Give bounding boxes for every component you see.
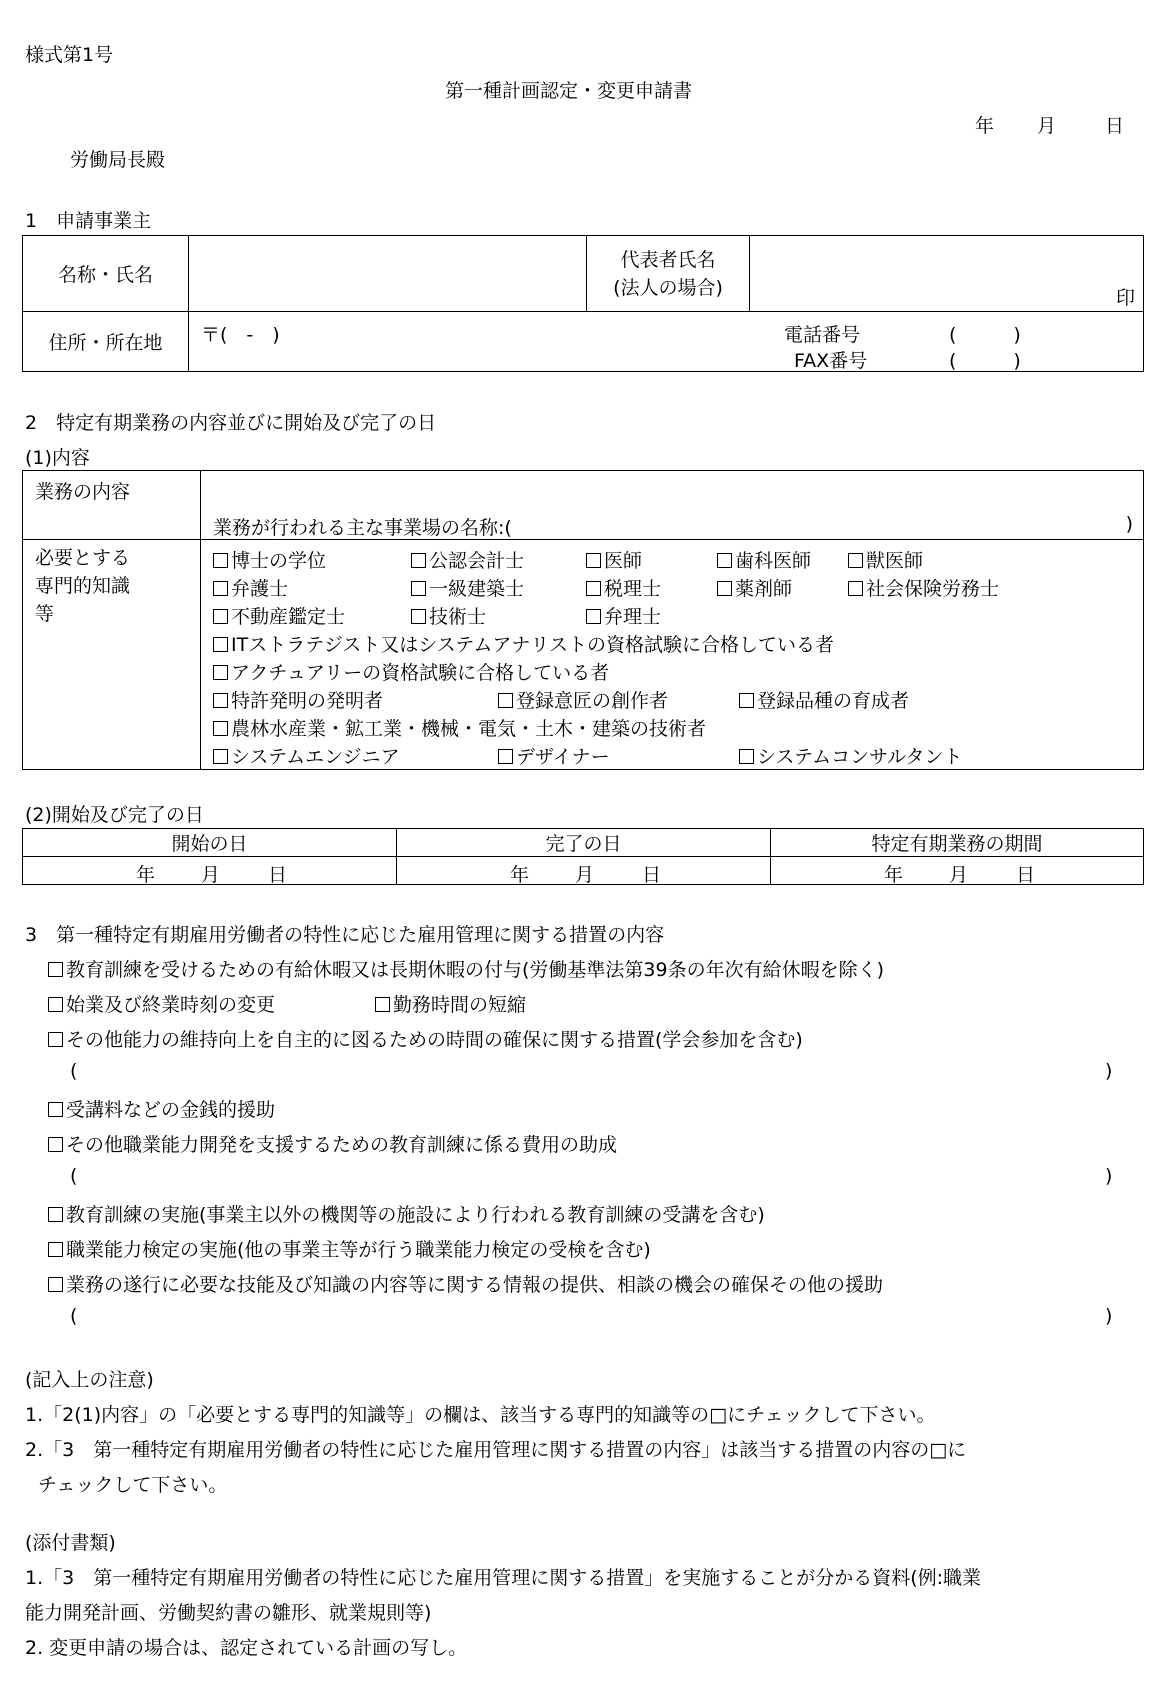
opt-labor-consultant[interactable]: 社会保険労務士 <box>848 574 999 601</box>
attachments-heading: (添付書類) <box>25 1532 116 1554</box>
checkbox[interactable] <box>48 1032 63 1047</box>
checkbox[interactable] <box>213 693 228 708</box>
seal-mark: 印 <box>1115 287 1135 309</box>
checkbox[interactable] <box>213 553 228 568</box>
work-label: 業務の内容 <box>35 481 131 503</box>
form-number: 様式第1号 <box>25 44 114 66</box>
checkbox[interactable] <box>498 749 513 764</box>
section1-heading: 1 申請事業主 <box>25 210 152 232</box>
date-day: 日 <box>1105 115 1125 137</box>
opt-appraiser[interactable]: 不動産鑑定士 <box>213 602 345 629</box>
note-1: 1.「2(1)内容」の「必要とする専門的知識等」の欄は、該当する専門的知識等の□にチェックして下さい。 <box>25 1404 936 1426</box>
checkbox[interactable] <box>48 962 63 977</box>
paren-close-1: ) <box>1105 1060 1113 1082</box>
checkbox[interactable] <box>48 1137 63 1152</box>
measure-time-change[interactable]: 始業及び終業時刻の変更 <box>48 990 275 1017</box>
checkbox[interactable] <box>717 581 732 596</box>
opt-veterinarian[interactable]: 獣医師 <box>848 546 923 573</box>
notes-heading: (記入上の注意) <box>25 1369 154 1391</box>
opt-lawyer[interactable]: 弁護士 <box>213 574 288 601</box>
checkbox[interactable] <box>411 609 426 624</box>
knowledge-label-3: 等 <box>35 603 55 625</box>
col-end: 完了の日 <box>397 829 771 857</box>
opt-patent-inventor[interactable]: 特許発明の発明者 <box>213 686 383 713</box>
period-table <box>22 828 1144 885</box>
checkbox[interactable] <box>586 553 601 568</box>
knowledge-label-cell <box>23 540 201 770</box>
opt-patent-attorney[interactable]: 弁理士 <box>586 602 661 629</box>
measure-paid-leave[interactable]: 教育訓練を受けるための有給休暇又は長期休暇の付与(労働基準法第39条の年次有給休暇を除く) <box>48 955 884 982</box>
checkbox[interactable] <box>213 581 228 596</box>
checkbox[interactable] <box>739 749 754 764</box>
date-month: 月 <box>1037 115 1057 137</box>
page-title: 第一種計画認定・変更申請書 <box>445 80 693 102</box>
opt-doctorate[interactable]: 博士の学位 <box>213 546 326 573</box>
checkbox[interactable] <box>848 553 863 568</box>
phone-input[interactable]: ( ) <box>949 324 1021 346</box>
checkbox[interactable] <box>739 693 754 708</box>
address-label: 住所・所在地 <box>48 332 163 354</box>
applicant-table <box>22 235 1144 372</box>
opt-it-strategist[interactable]: ITストラテジスト又はシステムアナリストの資格試験に合格している者 <box>213 630 834 657</box>
measure-tuition-aid[interactable]: 受講料などの金銭的援助 <box>48 1095 275 1122</box>
opt-system-consultant[interactable]: システムコンサルタント <box>739 742 962 769</box>
checkbox[interactable] <box>213 721 228 736</box>
checkbox[interactable] <box>213 609 228 624</box>
checkbox[interactable] <box>411 581 426 596</box>
attachment-2: 2. 変更申請の場合は、認定されている計画の写し。 <box>25 1637 468 1659</box>
opt-technician[interactable]: 農林水産業・鉱工業・機械・電気・土木・建築の技術者 <box>213 714 706 741</box>
rep-label-2: (法人の場合) <box>613 276 723 299</box>
opt-designer[interactable]: デザイナー <box>498 742 610 769</box>
measure-info-support[interactable]: 業務の遂行に必要な技能及び知識の内容等に関する情報の提供、相談の機会の確保その他の援助 <box>48 1270 883 1297</box>
name-label: 名称・氏名 <box>57 264 153 286</box>
paren-open-2: ( <box>70 1165 78 1187</box>
opt-dentist[interactable]: 歯科医師 <box>717 546 811 573</box>
section2-sub2: (2)開始及び完了の日 <box>25 804 204 826</box>
col-start: 開始の日 <box>23 829 397 857</box>
site-label: 業務が行われる主な事業場の名称:( <box>213 517 512 539</box>
checkbox[interactable] <box>848 581 863 596</box>
rep-name-input[interactable] <box>750 236 1144 312</box>
addressee: 労働局長殿 <box>70 149 166 171</box>
opt-variety-breeder[interactable]: 登録品種の育成者 <box>739 686 909 713</box>
measure-skill-test[interactable]: 職業能力検定の実施(他の事業主等が行う職業能力検定の受検を含む) <box>48 1235 651 1262</box>
section3-heading: 3 第一種特定有期雇用労働者の特性に応じた雇用管理に関する措置の内容 <box>25 924 665 946</box>
paren-close-3: ) <box>1105 1305 1113 1327</box>
section2-heading: 2 特定有期業務の内容並びに開始及び完了の日 <box>25 412 437 434</box>
paren-close-2: ) <box>1105 1165 1113 1187</box>
attachment-1b: 能力開発計画、労働契約書の雛形、就業規則等) <box>25 1602 432 1624</box>
period-input[interactable]: 年 月 日 <box>771 857 1144 885</box>
checkbox[interactable] <box>48 1242 63 1257</box>
checkbox[interactable] <box>586 609 601 624</box>
checkbox[interactable] <box>48 997 63 1012</box>
measure-training-subsidy[interactable]: その他職業能力開発を支援するための教育訓練に係る費用の助成 <box>48 1130 617 1157</box>
opt-tax-accountant[interactable]: 税理士 <box>586 574 661 601</box>
checkbox[interactable] <box>717 553 732 568</box>
phone-label: 電話番号 <box>784 324 861 346</box>
site-close: ) <box>1125 513 1133 535</box>
work-label-cell <box>23 471 201 540</box>
address-label-cell <box>23 312 189 372</box>
fax-input[interactable]: ( ) <box>949 350 1021 372</box>
checkbox[interactable] <box>586 581 601 596</box>
measure-self-development[interactable]: その他能力の維持向上を自主的に図るための時間の確保に関する措置(学会参加を含む) <box>48 1025 803 1052</box>
checkbox[interactable] <box>411 553 426 568</box>
opt-architect[interactable]: 一級建築士 <box>411 574 524 601</box>
checkbox[interactable] <box>48 1277 63 1292</box>
knowledge-label-1: 必要とする <box>35 547 131 569</box>
paren-open-3: ( <box>70 1305 78 1327</box>
checkbox[interactable] <box>48 1207 63 1222</box>
knowledge-label-2: 専門的知識 <box>35 575 131 597</box>
date-year: 年 <box>975 115 995 137</box>
note-2a: 2.「3 第一種特定有期雇用労働者の特性に応じた雇用管理に関する措置の内容」は該当する措置の内容の□に <box>25 1439 967 1461</box>
section2-sub1: (1)内容 <box>25 447 90 469</box>
opt-system-engineer[interactable]: システムエンジニア <box>213 742 400 769</box>
name-label-cell <box>23 236 189 312</box>
checkbox[interactable] <box>213 665 228 680</box>
checkbox[interactable] <box>498 693 513 708</box>
work-input[interactable] <box>201 471 1144 540</box>
checkbox[interactable] <box>213 637 228 652</box>
measure-shorter-hours[interactable]: 勤務時間の短縮 <box>375 990 526 1017</box>
fax-label: FAX番号 <box>794 350 868 372</box>
measure-training[interactable]: 教育訓練の実施(事業主以外の機関等の施設により行われる教育訓練の受講を含む) <box>48 1200 765 1227</box>
opt-engineer[interactable]: 技術士 <box>411 602 486 629</box>
content-table <box>22 470 1144 770</box>
knowledge-options <box>201 540 1144 770</box>
address-input[interactable] <box>189 312 1144 372</box>
col-period: 特定有期業務の期間 <box>771 829 1144 857</box>
opt-actuary[interactable]: アクチュアリーの資格試験に合格している者 <box>213 658 609 685</box>
paren-open-1: ( <box>70 1060 78 1082</box>
start-date-input[interactable]: 年 月 日 <box>23 857 397 885</box>
rep-label-1: 代表者氏名 <box>620 248 716 271</box>
opt-physician[interactable]: 医師 <box>586 546 642 573</box>
rep-label-cell <box>587 236 750 312</box>
attachment-1a: 1.「3 第一種特定有期雇用労働者の特性に応じた雇用管理に関する措置」を実施することが分かる資料(例:職業 <box>25 1567 982 1589</box>
opt-pharmacist[interactable]: 薬剤師 <box>717 574 792 601</box>
checkbox[interactable] <box>375 997 390 1012</box>
name-input[interactable] <box>189 236 587 312</box>
checkbox[interactable] <box>48 1102 63 1117</box>
postal-code: 〒( - ) <box>201 324 280 346</box>
end-date-input[interactable]: 年 月 日 <box>397 857 771 885</box>
note-2b: チェックして下さい。 <box>38 1474 228 1496</box>
opt-cpa[interactable]: 公認会計士 <box>411 546 524 573</box>
checkbox[interactable] <box>213 749 228 764</box>
opt-design-creator[interactable]: 登録意匠の創作者 <box>498 686 668 713</box>
